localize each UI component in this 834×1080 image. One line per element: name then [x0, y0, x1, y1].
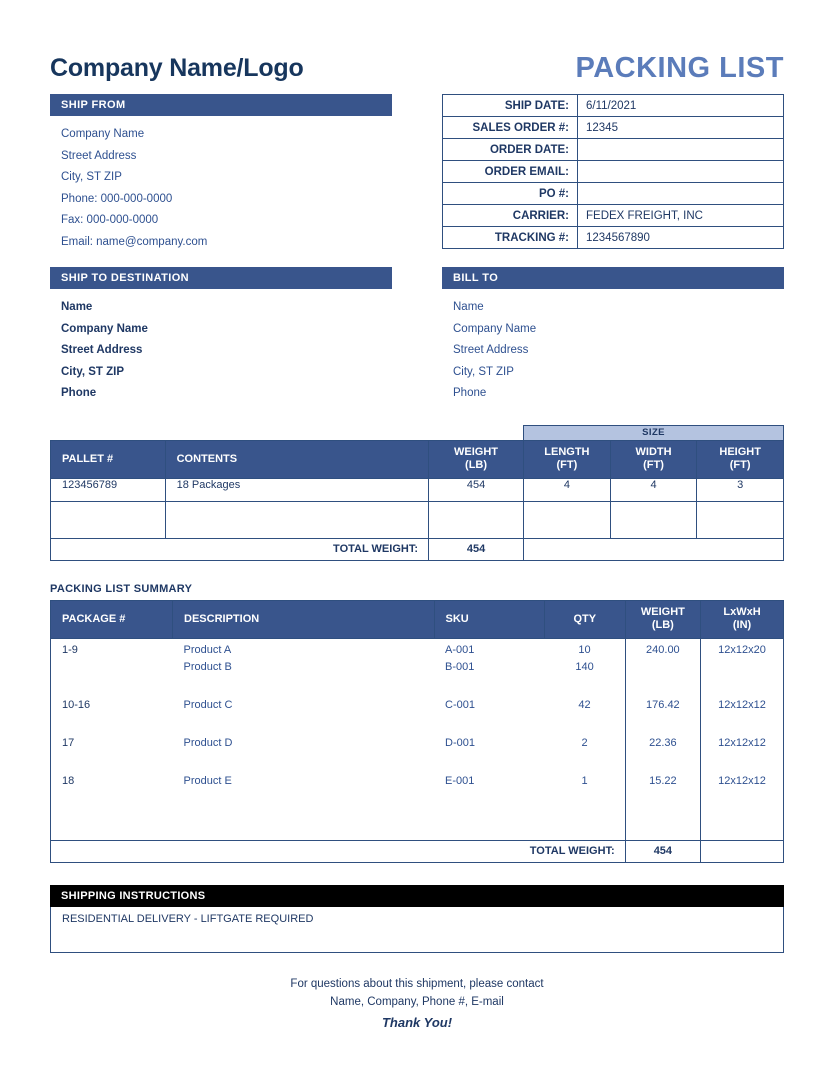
document-footer: [50, 975, 784, 1032]
summary-description: Product A: [173, 638, 434, 661]
pallet-header-row: [51, 440, 784, 478]
table-row: [443, 161, 784, 183]
bill-to-header: BILL TO: [442, 267, 784, 289]
col-header-sku: SKU: [434, 600, 544, 638]
summary-weight: 240.00: [625, 638, 700, 661]
summary-dimensions: [701, 678, 784, 695]
order-info-block: [442, 94, 784, 253]
col-header-weight-line2: (LB): [465, 459, 488, 471]
col-header-height: [697, 440, 784, 478]
summary-package: 10-16: [51, 695, 173, 716]
summary-sku: D-001: [445, 736, 475, 749]
col-header-width-line1: WIDTH: [635, 446, 672, 458]
pallet-length: 4: [524, 478, 611, 501]
table-row: [51, 638, 784, 661]
summary-title: PACKING LIST SUMMARY: [50, 582, 193, 595]
col-header-description: DESCRIPTION: [173, 600, 434, 638]
summary-total-label: TOTAL WEIGHT:: [51, 840, 626, 862]
summary-package: [51, 716, 173, 733]
ship-from-line: Phone: 000-000-0000: [61, 192, 173, 205]
col-header-package: PACKAGE #: [51, 600, 173, 638]
ship-to-line: Phone: [61, 387, 97, 399]
order-info-value: [578, 139, 784, 161]
col-header-dimensions-line1: LxWxH: [723, 606, 761, 618]
document-header: [50, 38, 784, 94]
col-header-dimensions-line2: (IN): [732, 619, 752, 631]
footer-thank-you: Thank You!: [381, 1014, 453, 1030]
summary-sku: B-001: [445, 660, 475, 673]
col-header-height-line2: (FT): [729, 459, 751, 471]
col-header-sum-weight-line2: (LB): [651, 619, 674, 631]
ship-to-address: [50, 289, 392, 405]
summary-weight: 15.22: [625, 771, 700, 792]
pallet-number: 123456789: [51, 478, 166, 501]
order-info-table: [442, 94, 784, 249]
summary-qty: 2: [581, 736, 588, 749]
summary-qty: [544, 716, 625, 733]
summary-description: [173, 678, 434, 695]
order-info-label: ORDER DATE:: [443, 139, 578, 161]
col-header-dimensions: [701, 600, 784, 638]
summary-dimensions: [701, 661, 784, 678]
pallet-width: 4: [610, 478, 697, 501]
summary-qty: 42: [578, 698, 591, 711]
summary-sku: [434, 716, 544, 733]
bill-to-block: [442, 267, 784, 405]
size-group-label: SIZE: [524, 425, 784, 440]
summary-description: Product E: [183, 774, 232, 787]
summary-dimensions: [701, 754, 784, 771]
pallet-table-section: [50, 425, 784, 561]
summary-package: [51, 661, 173, 678]
table-row: [51, 771, 784, 792]
summary-qty: [544, 754, 625, 771]
ship-to-line: Street Address: [61, 344, 143, 356]
empty-cell: [429, 501, 524, 538]
col-header-width-line2: (FT): [643, 459, 664, 471]
bill-to-line: Name: [453, 301, 484, 313]
empty-cell: [434, 792, 544, 841]
ship-to-header: SHIP TO DESTINATION: [50, 267, 392, 289]
summary-package: 18: [51, 771, 173, 792]
summary-sku: E-001: [445, 774, 475, 787]
size-group-row: [51, 425, 784, 440]
pallet-table: [50, 425, 784, 561]
order-info-value: 6/11/2021: [578, 95, 784, 117]
order-info-value: 12345: [578, 117, 784, 139]
order-info-label: PO #:: [443, 183, 578, 205]
summary-dimensions: 12x12x12: [701, 695, 784, 716]
table-row: [443, 139, 784, 161]
ship-from-line: Fax: 000-000-0000: [61, 214, 159, 226]
table-row: [51, 478, 784, 501]
col-header-contents: CONTENTS: [165, 440, 428, 478]
summary-sku: A-001: [434, 638, 544, 661]
empty-cell: [51, 501, 166, 538]
col-header-qty: QTY: [544, 600, 625, 638]
company-logo: Company Name/Logo: [50, 54, 304, 82]
summary-weight: [625, 754, 700, 771]
order-info-label: SHIP DATE:: [443, 95, 578, 117]
summary-weight: [625, 678, 700, 695]
col-header-length: [524, 440, 611, 478]
table-row: [443, 95, 784, 117]
order-info-label: SALES ORDER #:: [443, 117, 578, 139]
empty-cell: [524, 538, 784, 560]
summary-dimensions: 12x12x12: [701, 771, 784, 792]
order-info-value: 1234567890: [578, 227, 784, 249]
summary-weight: 176.42: [625, 695, 700, 716]
ship-to-line: Company Name: [61, 322, 148, 335]
order-info-label: ORDER EMAIL:: [443, 161, 578, 183]
summary-package: [51, 678, 173, 695]
table-row-empty: [51, 754, 784, 771]
bill-to-address: [442, 289, 784, 405]
pallet-weight: 454: [429, 478, 524, 501]
ship-from-line: City, ST ZIP: [61, 171, 122, 183]
pallet-height: 3: [697, 478, 784, 501]
col-header-sum-weight: [625, 600, 700, 638]
shipping-instructions-text: RESIDENTIAL DELIVERY - LIFTGATE REQUIRED: [50, 907, 784, 953]
empty-cell: [165, 501, 428, 538]
summary-header-row: [51, 600, 784, 638]
shipping-instructions-header: SHIPPING INSTRUCTIONS: [50, 885, 784, 907]
order-info-value: [578, 183, 784, 205]
summary-total-row: [51, 840, 784, 862]
col-header-width: [610, 440, 697, 478]
pallet-contents: 18 Packages: [165, 478, 428, 501]
summary-description: [173, 716, 434, 733]
ship-from-header: SHIP FROM: [50, 94, 392, 116]
summary-sku: C-001: [445, 698, 475, 711]
packing-summary-table: [50, 600, 784, 863]
order-info-label: CARRIER:: [443, 205, 578, 227]
empty-cell: [701, 840, 784, 862]
empty-cell: [610, 501, 697, 538]
summary-dimensions: 12x12x12: [701, 733, 784, 754]
summary-description: Product B: [183, 660, 232, 673]
bill-to-line: Street Address: [453, 344, 529, 356]
pallet-total-label: TOTAL WEIGHT:: [51, 538, 429, 560]
col-header-length-line2: (FT): [556, 459, 578, 471]
empty-cell: [51, 792, 173, 841]
ship-from-line: Email: name@company.com: [61, 235, 208, 248]
table-row-empty: [51, 716, 784, 733]
summary-qty: 10: [544, 638, 625, 661]
page-title: PACKING LIST: [575, 52, 784, 84]
pallet-total-row: [51, 538, 784, 560]
col-header-height-line1: HEIGHT: [719, 446, 761, 458]
shipto-billto-row: [50, 267, 784, 405]
col-header-weight: [429, 440, 524, 478]
empty-cell: [524, 501, 611, 538]
summary-package: 17: [51, 733, 173, 754]
summary-weight: 22.36: [625, 733, 700, 754]
shipping-instructions-section: [50, 885, 784, 953]
table-row: [443, 205, 784, 227]
summary-qty: 1: [581, 774, 588, 787]
table-row-empty: [51, 792, 784, 841]
table-row: [51, 733, 784, 754]
summary-qty: 140: [575, 660, 594, 673]
summary-description: Product D: [183, 736, 233, 749]
empty-cell: [544, 792, 625, 841]
empty-cell: [625, 792, 700, 841]
pallet-total-value: 454: [429, 538, 524, 560]
shipfrom-orderinfo-row: [50, 94, 784, 253]
table-row: [51, 695, 784, 716]
empty-cell: [697, 501, 784, 538]
footer-line-2: Name, Company, Phone #, E-mail: [330, 995, 504, 1008]
bill-to-line: City, ST ZIP: [453, 365, 514, 378]
ship-from-block: [50, 94, 392, 253]
table-row: [51, 661, 784, 678]
ship-to-line: City, ST ZIP: [61, 365, 125, 378]
table-row-empty: [51, 678, 784, 695]
summary-dimensions: [701, 716, 784, 733]
col-header-length-line1: LENGTH: [544, 446, 590, 458]
summary-description: [173, 754, 434, 771]
order-info-value: [578, 161, 784, 183]
ship-to-line: Name: [61, 301, 93, 313]
footer-line-1: For questions about this shipment, please contact: [290, 977, 544, 990]
order-info-value: FEDEX FREIGHT, INC: [578, 205, 784, 227]
summary-package: 1-9: [51, 638, 173, 661]
summary-sku: [434, 678, 544, 695]
empty-cell: [173, 792, 434, 841]
summary-dimensions: 12x12x20: [701, 638, 784, 661]
table-row: [443, 227, 784, 249]
table-row: [443, 117, 784, 139]
summary-description: Product C: [183, 698, 233, 711]
col-header-pallet: PALLET #: [51, 440, 166, 478]
summary-weight: [625, 716, 700, 733]
ship-from-line: Company Name: [61, 128, 145, 140]
summary-qty: [544, 678, 625, 695]
bill-to-line: Company Name: [453, 322, 537, 335]
summary-package: [51, 754, 173, 771]
col-header-sum-weight-line1: WEIGHT: [640, 606, 685, 618]
empty-cell: [701, 792, 784, 841]
summary-sku: [434, 754, 544, 771]
col-header-weight-line1: WEIGHT: [454, 446, 499, 458]
table-row-empty: [51, 501, 784, 538]
table-row: [443, 183, 784, 205]
ship-from-line: Street Address: [61, 149, 137, 162]
summary-weight: [625, 661, 700, 678]
ship-from-address: [50, 116, 392, 253]
order-info-label: TRACKING #:: [443, 227, 578, 249]
ship-to-block: [50, 267, 392, 405]
bill-to-line: Phone: [453, 387, 487, 399]
summary-total-value: 454: [625, 840, 700, 862]
